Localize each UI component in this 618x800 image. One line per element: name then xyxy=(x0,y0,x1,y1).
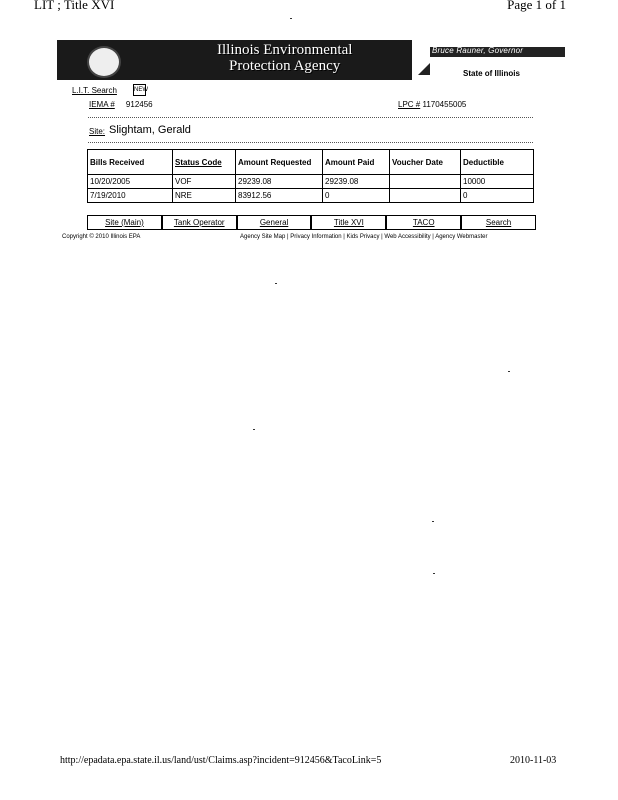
print-page-title: LIT ; Title XVI xyxy=(34,0,115,12)
scan-speck xyxy=(275,283,277,284)
state-seal-icon xyxy=(87,46,121,78)
col-amount-requested: Amount Requested xyxy=(236,150,323,175)
taco-button[interactable]: TACO xyxy=(387,216,462,229)
divider xyxy=(88,117,533,118)
scan-speck xyxy=(433,573,435,574)
site-name: Slightam, Gerald xyxy=(109,124,191,136)
cell-voucher-date xyxy=(390,175,461,189)
site-label: Site: xyxy=(89,127,106,136)
banner-tagline: Bruce Rauner, Governor xyxy=(432,46,524,55)
cell-voucher-date xyxy=(390,189,461,203)
corner-arrow-icon xyxy=(418,63,430,75)
title-xvi-button[interactable]: Title XVI xyxy=(312,216,387,229)
divider xyxy=(88,142,533,143)
iema-number: IEMA # 912456 xyxy=(89,100,153,109)
cell-deductible: 0 xyxy=(461,189,534,203)
print-page-number: Page 1 of 1 xyxy=(507,0,566,12)
search-button[interactable]: Search xyxy=(485,218,512,227)
table-row xyxy=(88,175,534,189)
state-label: State of Illinois xyxy=(463,69,520,78)
cell-amount-requested: 83912.56 xyxy=(236,189,323,203)
banner-title: Illinois Environmental Protection Agency xyxy=(217,42,353,74)
print-url: http://epadata.epa.state.il.us/land/ust/Claims.asp?incident=912456&TacoLink=5 xyxy=(60,755,382,766)
col-voucher-date: Voucher Date xyxy=(390,150,461,175)
cell-bills-received: 10/20/2005 xyxy=(88,175,173,189)
cell-status-code: NRE xyxy=(173,189,236,203)
print-date: 2010-11-03 xyxy=(510,755,557,766)
claims-table xyxy=(87,149,534,203)
new-badge-icon: NEW xyxy=(133,84,146,96)
cell-amount-paid: 29239.08 xyxy=(323,175,390,189)
lpc-number: LPC # 1170455005 xyxy=(398,100,467,109)
col-status-code: Status Code xyxy=(173,150,236,175)
col-bills-received: Bills Received xyxy=(88,150,173,175)
table-header-row xyxy=(88,150,534,175)
scan-speck xyxy=(432,521,434,522)
col-amount-paid: Amount Paid xyxy=(323,150,390,175)
scan-speck xyxy=(253,429,255,430)
cell-amount-requested: 29239.08 xyxy=(236,175,323,189)
section-nav-bar xyxy=(87,215,536,230)
lit-search-link[interactable]: L.I.T. Search xyxy=(72,86,117,95)
footer-links[interactable]: Agency Site Map | Privacy Information | Kids Privacy | Web Accessibility | Agency Webmaster xyxy=(240,234,488,240)
tank-operator-button[interactable]: Tank Operator xyxy=(163,216,238,229)
table-row xyxy=(88,189,534,203)
site-main-button[interactable]: Site (Main) xyxy=(88,216,163,229)
cell-amount-paid: 0 xyxy=(323,189,390,203)
scan-speck xyxy=(508,371,510,372)
general-button[interactable]: General xyxy=(238,216,313,229)
cell-status-code: VOF xyxy=(173,175,236,189)
copyright: Copyright © 2010 Illinois EPA xyxy=(62,234,141,240)
cell-bills-received: 7/19/2010 xyxy=(88,189,173,203)
cell-deductible: 10000 xyxy=(461,175,534,189)
col-deductible: Deductible xyxy=(461,150,534,175)
scan-speck xyxy=(290,18,292,19)
agency-banner xyxy=(57,40,412,80)
